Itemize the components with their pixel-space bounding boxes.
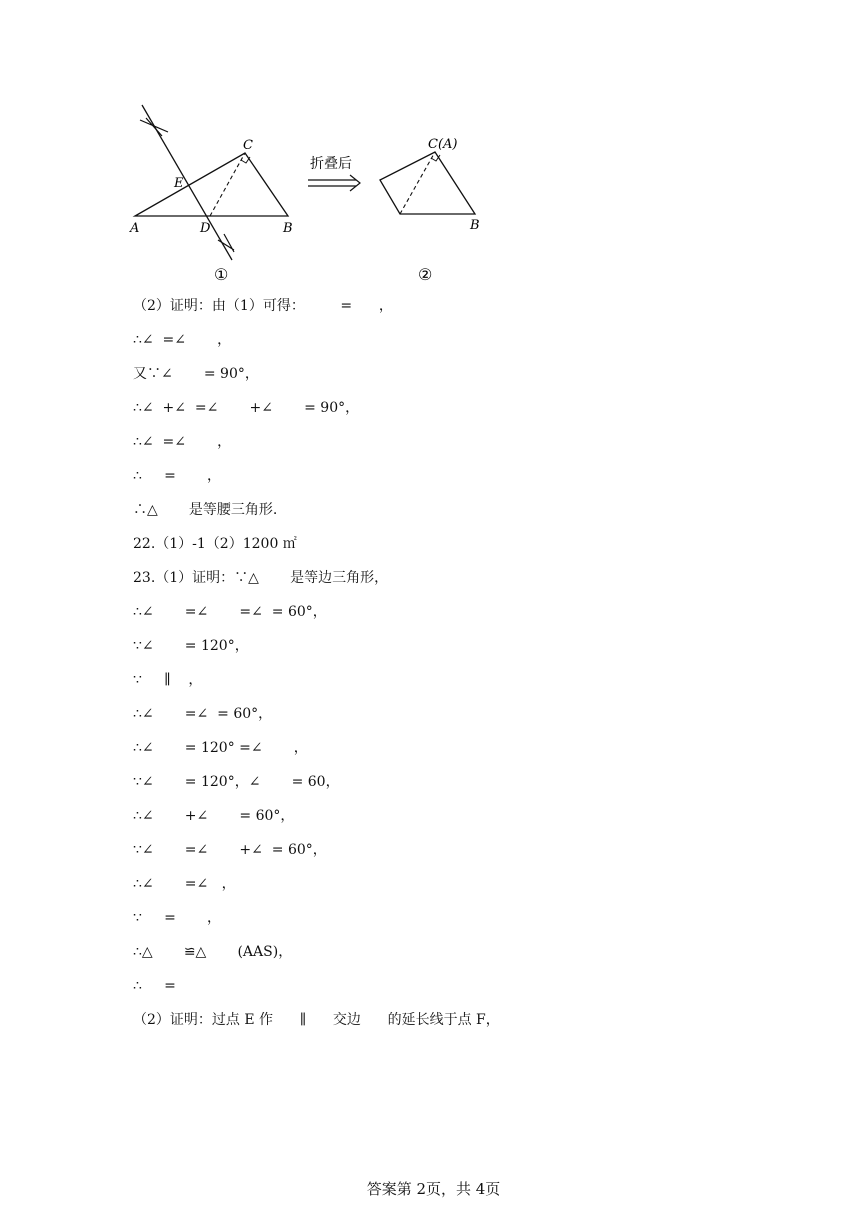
caption-left: ①: [214, 265, 229, 284]
text-line-11: ∵∠ = 120°，: [133, 638, 249, 654]
label-d: D: [200, 221, 211, 236]
text-line-1: （2）证明：由（1）可得： = ，: [133, 298, 393, 314]
text-line-21: ∴ =: [133, 978, 176, 994]
text-line-22: （2）证明：过点 E 作 ∥ 交边 的延长线于点 F，: [133, 1012, 500, 1028]
text-line-16: ∴∠ +∠ = 60°，: [133, 808, 295, 824]
text-line-14: ∴∠ = 120° =∠ ，: [133, 740, 308, 756]
text-line-17: ∵∠ =∠ +∠ = 60°，: [133, 842, 327, 858]
label-a: A: [130, 221, 140, 236]
text-line-7: ∴△ 是等腰三角形.: [133, 502, 278, 518]
arc-mark-top: [140, 118, 168, 136]
text-line-9: 23.（1）证明：∵△ 是等边三角形，: [133, 570, 389, 586]
text-line-4: ∴∠ +∠ =∠ +∠ = 90°，: [133, 400, 360, 416]
label-b-right: B: [470, 218, 480, 233]
fold-label: 折叠后: [310, 156, 352, 172]
arrow-head: [350, 175, 360, 191]
text-line-5: ∴∠ =∠ ，: [133, 434, 232, 450]
text-line-19: ∵ = ，: [133, 910, 222, 926]
label-b: B: [283, 221, 293, 236]
caption-right: ②: [418, 265, 433, 284]
text-line-2: ∴∠ =∠ ，: [133, 332, 232, 348]
text-line-20: ∴△ ≌△ (AAS)，: [133, 944, 293, 960]
page-footer: 答案第 2页，共 4页: [366, 1180, 501, 1198]
text-line-18: ∴∠ =∠ ，: [133, 876, 236, 892]
geometry-figure: [110, 100, 530, 290]
label-e: E: [174, 176, 184, 191]
label-c: C: [243, 138, 253, 153]
text-line-13: ∴∠ =∠ = 60°，: [133, 706, 273, 722]
text-line-12: ∵ ∥ ，: [133, 672, 203, 688]
text-line-15: ∵∠ = 120°，∠ = 60，: [133, 774, 340, 790]
text-line-10: ∴∠ =∠ =∠ = 60°，: [133, 604, 327, 620]
folded-shape: [380, 152, 475, 214]
label-ca: C(A): [428, 137, 458, 152]
text-line-3: 又∵∠ = 90°，: [133, 366, 259, 382]
text-line-6: ∴ = ，: [133, 468, 222, 484]
triangle-abc: [135, 153, 288, 216]
text-line-8: 22.（1）-1（2）1200 ㎡: [133, 536, 297, 552]
